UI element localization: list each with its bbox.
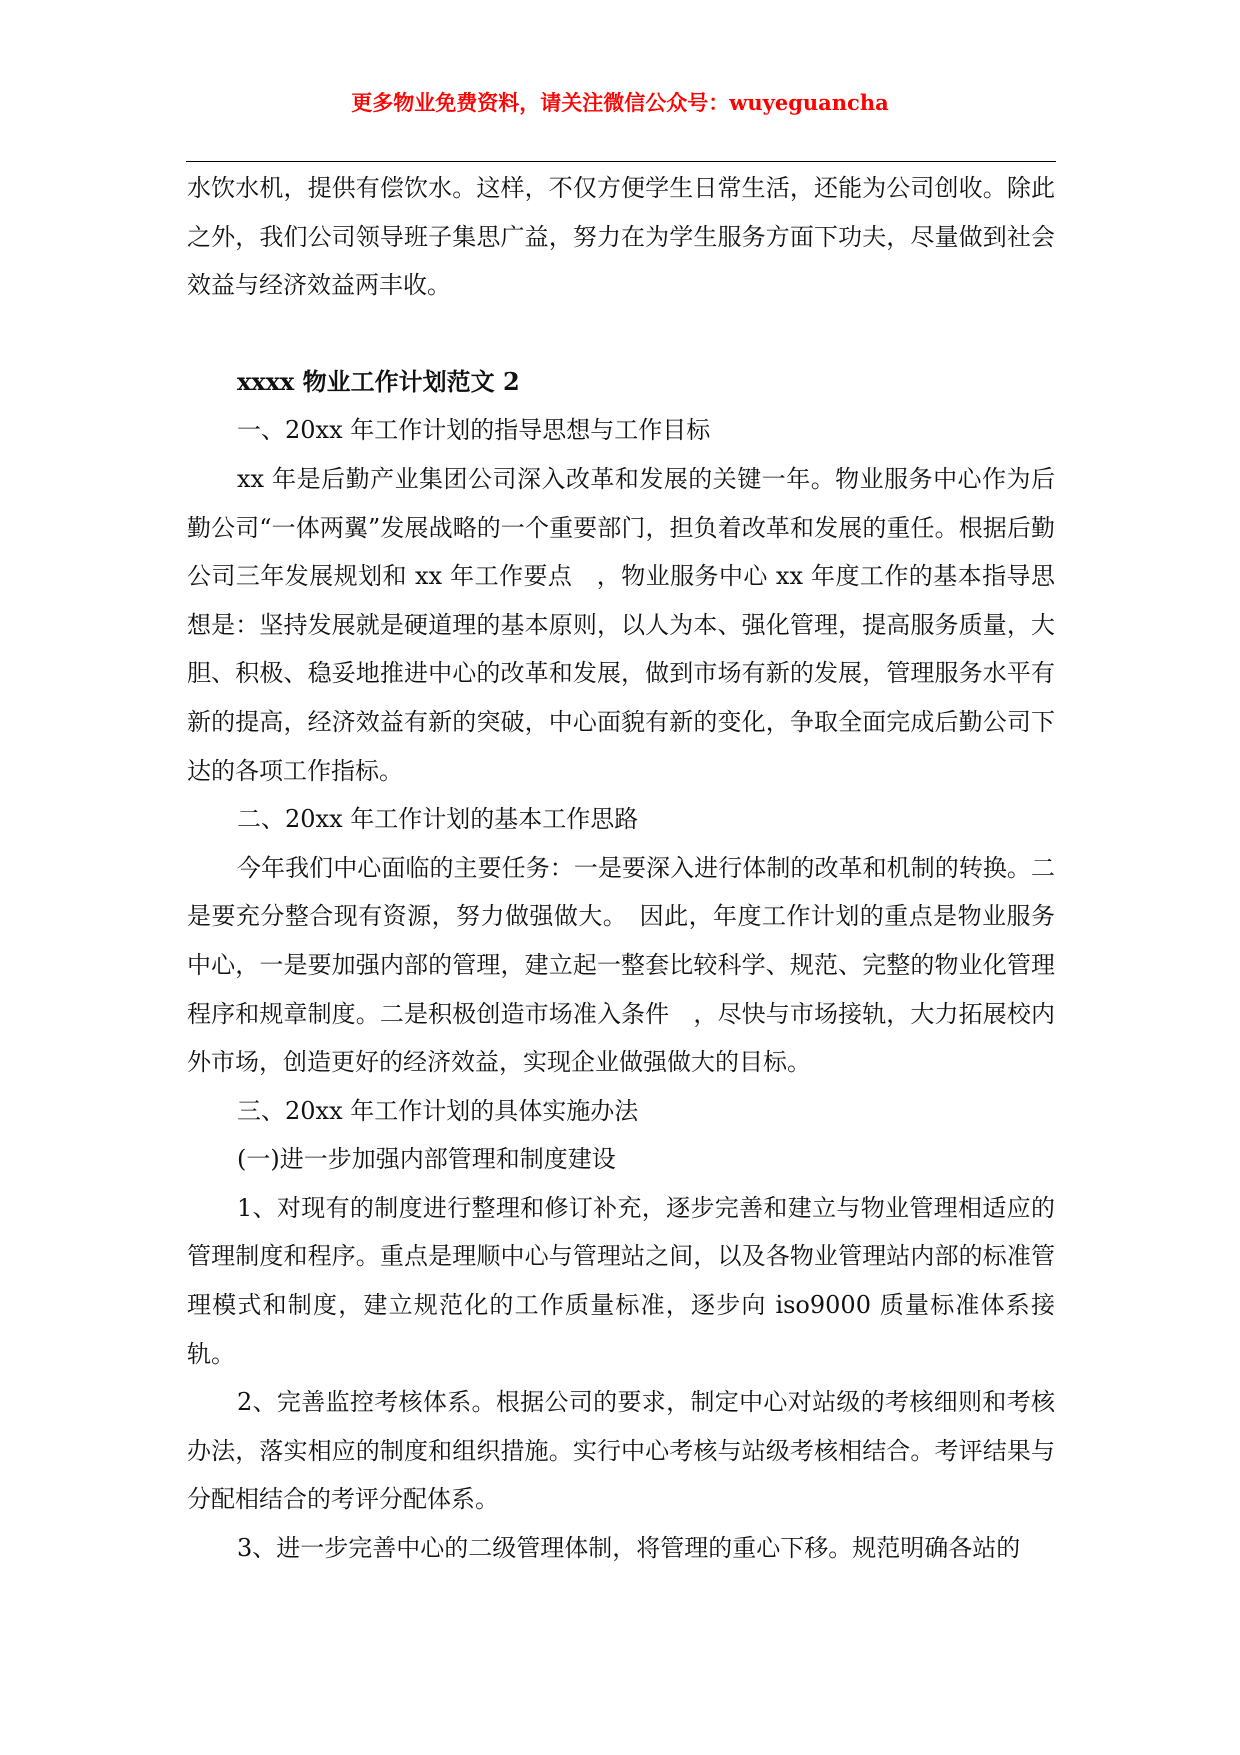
section-heading-2: 二、20xx 年工作计划的基本工作思路 xyxy=(237,805,639,834)
paragraph-work-approach: 今年我们中心面临的主要任务：一是要深入进行体制的改革和机制的转换。二是要充分整合现有资源，努力做强做大。 因此，年度工作计划的重点是物业服务中心，一是要加强内部的管理，建立起一整套比较科学、规范、完整的物业化管理程序和规章制度。二是积极创造市场准入条件 ，尽快与市场接轨，大力拓展校内外市场，创造更好的经济效益，实现企业做强做大的目标。 xyxy=(187,853,1055,1077)
header-note: 更多物业免费资料，请关注微信公众号：wuyeguancha xyxy=(351,90,889,115)
paragraph-continuation: 水饮水机，提供有偿饮水。这样，不仅方便学生日常生活，还能为公司创收。除此之外，我们公司领导班子集思广益，努力在为学生服务方面下功夫，尽量做到社会效益与经济效益两丰收。 xyxy=(187,174,1055,300)
paragraph-guiding-thought: xx 年是后勤产业集团公司深入改革和发展的关键一年。物业服务中心作为后勤公司“一体两翼”发展战略的一个重要部门，担负着改革和发展的重任。根据后勤公司三年发展规划和 xx 年工作要点 ，物业服务中心 xx 年度工作的基本指导思想是：坚持发展就是硬道理的基本原则，以人为本、强化管理，提高服务质量，大胆、积极、稳妥地推进中心的改革和发展，做到市场有新的发展，管理服务水平有新的提高，经济效益有新的突破，中心面貌有新的变化，争取全面完成后勤公司下达的各项工作指标。 xyxy=(187,464,1055,785)
list-item-2: 2、完善监控考核体系。根据公司的要求，制定中心对站级的考核细则和考核办法，落实相应的制度和组织措施。实行中心考核与站级考核相结合。考评结果与分配相结合的考评分配体系。 xyxy=(187,1388,1055,1514)
paragraph-spacer xyxy=(187,310,1055,358)
section-heading-3: 三、20xx 年工作计划的具体实施办法 xyxy=(237,1096,639,1125)
document-body xyxy=(187,164,1055,1573)
section-heading-1: 一、20xx 年工作计划的指导思想与工作目标 xyxy=(237,416,711,445)
header-divider xyxy=(186,161,1056,162)
list-item-3: 3、进一步完善中心的二级管理体制，将管理的重心下移。规范明确各站的 xyxy=(237,1534,1021,1563)
list-item-1: 1、对现有的制度进行整理和修订补充，逐步完善和建立与物业管理相适应的管理制度和程序。重点是理顺中心与管理站之间，以及各物业管理站内部的标准管理模式和制度，建立规范化的工作质量标准，逐步向 iso9000 质量标准体系接轨。 xyxy=(187,1193,1055,1368)
subsection-heading-1: (一)进一步加强内部管理和制度建设 xyxy=(237,1145,616,1174)
document-title: xxxx 物业工作计划范文 2 xyxy=(237,366,520,396)
